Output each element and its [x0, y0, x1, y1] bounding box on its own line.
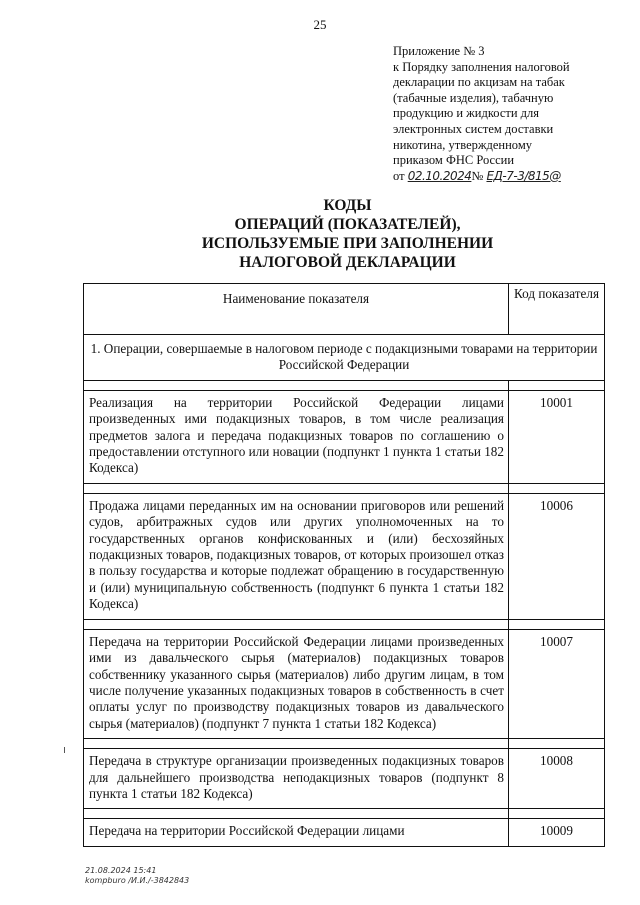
- footer-operator: kompburo /И.И./-3842843: [85, 876, 190, 885]
- scan-mark: [64, 747, 65, 753]
- indicator-code: 10009: [509, 819, 605, 846]
- section-title: 1. Операции, совершаемые в налоговом периоде с подакцизными товарами на территории Российской Федерации: [84, 335, 605, 381]
- order-date-line: [393, 169, 623, 185]
- title-line: КОДЫ: [323, 197, 372, 214]
- indicator-name: Продажа лицами переданных им на основании приговоров или решений судов, арбитражных судов или других уполномоченных на то государственных органов конфискованных и (или) бесхозяйных подакцизных товаров, подакцизных товаров, от которых произошел отказ в пользу государства и которые подлежат обращению в государственную и (или) муниципальную собственность (подпункт 6 пункта 1 статьи 182 Кодекса): [84, 493, 509, 619]
- row-gap: [84, 483, 605, 493]
- page-number: 25: [313, 17, 327, 32]
- indicator-code: 10006: [509, 493, 605, 619]
- table-row: [84, 629, 605, 738]
- title-line: НАЛОГОВОЙ ДЕКЛАРАЦИИ: [239, 254, 456, 271]
- handwritten-date: 02.10.2024: [407, 168, 472, 183]
- indicator-name: Передача на территории Российской Федерации лицами произведенных ими из давальческого сырья (материалов) подакцизных товаров собственнику указанного сырья (материалов) либо другим лицам, в том числе получение указанных подакцизных товаров в собственность в счет оплаты услуг по производству подакцизных товаров из давальческого сырья (материалов) (подпункт 7 пункта 1 статьи 182 Кодекса): [84, 629, 509, 738]
- section-row: [84, 335, 605, 381]
- codes-table: [83, 283, 605, 847]
- handwritten-number: ЕД-7-3/815@: [486, 168, 561, 183]
- table-row: [84, 493, 605, 619]
- appendix-line: электронных систем доставки: [393, 121, 554, 136]
- appendix-line: Приложение № 3: [393, 44, 485, 58]
- number-label: №: [471, 168, 484, 183]
- header-name: Наименование показателя: [84, 284, 509, 335]
- table-row: [84, 749, 605, 809]
- indicator-code: 10007: [509, 629, 605, 738]
- appendix-line: приказом ФНС России: [393, 153, 515, 168]
- document-title: [90, 196, 605, 272]
- indicator-code: 10001: [509, 390, 605, 483]
- title-line: ИСПОЛЬЗУЕМЫЕ ПРИ ЗАПОЛНЕНИИ: [201, 235, 494, 252]
- row-gap: [84, 739, 605, 749]
- row-gap: [84, 619, 605, 629]
- table-row: [84, 819, 605, 846]
- appendix-line: декларации по акцизам на табак: [393, 75, 565, 90]
- indicator-code: 10008: [509, 749, 605, 809]
- appendix-line: продукцию и жидкости для: [393, 106, 540, 121]
- table-header-row: [84, 284, 605, 335]
- appendix-line: к Порядку заполнения налоговой: [393, 59, 570, 74]
- footer-stamp: [85, 866, 189, 886]
- appendix-block: [393, 44, 623, 184]
- row-gap: [84, 380, 605, 390]
- indicator-name: Передача в структуре организации произведенных подакцизных товаров для дальнейшего производства неподакцизных товаров (подпункт 8 пункта 1 статьи 182 Кодекса): [84, 749, 509, 809]
- appendix-line: (табачные изделия), табачную: [393, 90, 554, 105]
- table-row: [84, 390, 605, 483]
- row-gap: [84, 809, 605, 819]
- title-line: ОПЕРАЦИЙ (ПОКАЗАТЕЛЕЙ),: [234, 216, 461, 233]
- indicator-name: Передача на территории Российской Федерации лицами: [84, 819, 509, 846]
- appendix-line: никотина, утвержденному: [393, 137, 532, 152]
- from-label: от: [393, 168, 405, 183]
- header-code: Код показателя: [509, 284, 605, 335]
- footer-timestamp: 21.08.2024 15:41: [85, 866, 157, 875]
- indicator-name: Реализация на территории Российской Федерации лицами произведенных ими подакцизных товаров, в том числе реализация предметов залога и передача подакцизных товаров по соглашению о предоставлении отступного или новации (подпункт 1 пункта 1 статьи 182 Кодекса): [84, 390, 509, 483]
